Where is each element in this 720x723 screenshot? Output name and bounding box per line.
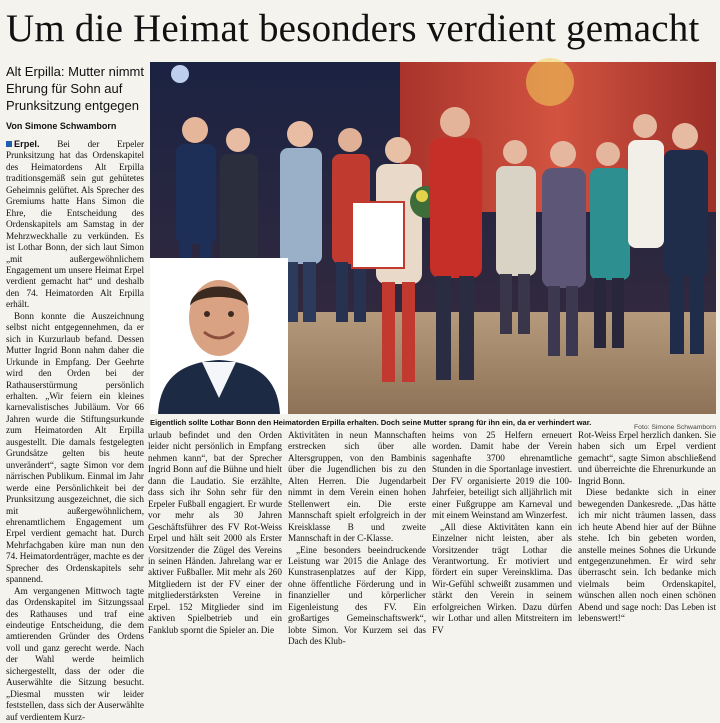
paragraph: heims von 25 Helfern erneuert worden. Damit habe der Verein sagenhafte 3700 ehrenamtliche Stunden in die Sportanlage investiert. Der FV organisierte 2019 die 100-Jahrfeier, beteiligt sich alljährlich mit einer Fußgruppe am Karneval und mit einem Weinstand am Winzerfest. <box>432 430 572 521</box>
photo-caption: Eigentlich sollte Lothar Bonn den Heimatorden Erpilla erhalten. Doch seine Mutter sprang für ihn ein, da er verhindert war. <box>150 418 592 427</box>
photo-credit: Foto: Simone Schwamborn <box>634 424 716 431</box>
paragraph: urlaub befindet und den Orden leider nicht persönlich in Empfang nehmen kann“, bat der Sprecher Ingrid Bonn auf die Bühne und hielt dann die Laudatio. Sie erzählte, dass sich ihr Sohn sehr für den Erpeler Fußball engagiert. Er wurde vor mehr als 30 Jahren Geschäftsführer des FV Rot-Weiss Erpel und hält seit 2000 als Erster Vorsitzender die Zügel des Vereins in seinen Händen. Jahrelang war er aktiver Fußballer. Mit mehr als 260 Mitgliedern ist der FV einer der mitgliederstärksten Vereine in Erpel. 152 Mitglieder sind im aktiven Spielbetrieb und ein Fanklub spornt die Spieler an. Die <box>148 430 282 635</box>
article-column-3 <box>288 430 426 647</box>
article-column-5 <box>578 430 716 624</box>
article-column-4 <box>432 430 572 635</box>
subheadline: Alt Erpilla: Mutter nimmt Ehrung für Sohn auf Prunksitzung entgegen <box>6 64 144 113</box>
paragraph: Diese bedankte sich in einer bewegenden Dankesrede. „Das hätte ich mir nicht träumen lassen, dass ich heute Abend hier auf der Bühne stehe. Ich bin gebeten worden, anstelle meines Sohnes die Urkunde entgegenzunehmen. Er wird sehr überrascht sein. Ich bedanke mich vielmals beim Ordenskapitel, wünschen allen noch einen schönen Abend und sage noch: Das Leben ist lebenswert!“ <box>578 487 716 624</box>
byline: Von Simone Schwamborn <box>6 121 117 131</box>
article-column-2 <box>148 430 282 635</box>
paragraph: Rot-Weiss Erpel herzlich danken. Sie haben sich um Erpel verdient gemacht“, sagte Simon abschließend und überreichte die Ehrenurkunde an Ingrid Bonn. <box>578 430 716 486</box>
portrait-photo <box>150 258 288 414</box>
headline: Um die Heimat besonders verdient gemacht <box>6 7 700 50</box>
paragraph: Am vergangenen Mittwoch tagte das Ordenskapitel im Sitzungssaal des Rathauses und traf eine eindeutige Entscheidung, die dem amtierenden Gründer des Ordens voll und ganz gerecht werde. Nach der Wahl werde heimlich sichergestellt, dass der oder die Auserwählte die Sitzung besucht. „Diesmal mussten wir leider feststellen, dass sich der Auserwählte auf verdientem Kurz- <box>6 585 144 722</box>
article-column-1 <box>6 139 145 722</box>
lead-paragraph <box>6 139 144 311</box>
man-portrait-image <box>150 258 288 414</box>
dateline: Erpel. <box>14 139 40 149</box>
paragraph: „All diese Aktivitäten kann ein Einzelner nicht leisten, aber als Vorsitzender trägt Lothar die Verantwortung. Er motiviert und fördert ein super Vereinsklima. Das Wir-Gefühl schweißt zusammen und stärkt den Verein in seinem erfolgreichen Wirken. Dazu dürfen wir Lothar und allen Mitstreitern im FV <box>432 521 572 635</box>
paragraph: Bonn konnte die Auszeichnung selbst nicht entgegennehmen, da er sich in Kurzurlaub befand. Dessen Mutter Ingrid Bonn nahm daher die Urkunde in Empfang. Der Geehrte wird den Orden bei der Rathauserstürmung persönlich erhalten. „Wir feiern ein kleines karnevalistisches Jubiläum. Vor 66 Jahren wurde die Stiftungsurkunde zum Heimatorden Alt Erpilla ausgestellt. Die damals festgelegten Grundsätze gelten bis heute unverändert“, sagte Simon vor dem närrischen Publikum. Einmal im Jahr werde eine Persönlichkeit bei der Prunksitzung ausgezeichnet, die sich mit außergewöhnlichem, ehrenamtlichem Engagement um Erpel verdient gemacht hat. Durch Mehrfachgaben küre man nun den 74. Heimatordenträger, machte es der Sprecher des Ordenskapitels sehr spannend. <box>6 310 144 585</box>
certificate <box>352 202 404 268</box>
paragraph: „Eine besonders beeindruckende Leistung war 2015 die Anlage des Kunstrasenplatzes auf der Kipp, ohne öffentliche Förderung und in finanzieller und körperlicher Eigenleistung des FV. Ein großartiges Gemeinschaftswerk“, lobte Simon. Vor Kurzem sei das Dach des Klub- <box>288 544 426 647</box>
blue-square-icon <box>6 141 12 147</box>
paragraph-text: Bei der Erpeler Prunksitzung hat das Ordenskapitel des Heimatordens Alt Erpilla traditionsgemäß sein gut gehütetes Geheimnis gelüftet. Als Sprecher des Gremiums hatte Hans Simon die Ehre, die Entscheidung des Ordenskapitels am Samstag in der Mehrzweckhalle zu verkünden. Es ist Lothar Bonn, der sich laut Simon „mit außergewöhnlichem Engagement um unsere Heimat Erpel verdient gemacht hat“ und deshalb den 74. Heimatorden Alt Erpilla erhält. <box>6 139 145 310</box>
paragraph: Aktivitäten in neun Mannschaften erstrecken sich über alle Altersgruppen, von den Bambinis über die Jugendlichen bis zu den Alten Herren. Die Jugendarbeit nimmt in dem Verein einen hohen Stellenwert ein. Die erste Mannschaft spielt erfolgreich in der Kreisklasse B und zweite Mannschaft in der C-Klasse. <box>288 430 426 544</box>
